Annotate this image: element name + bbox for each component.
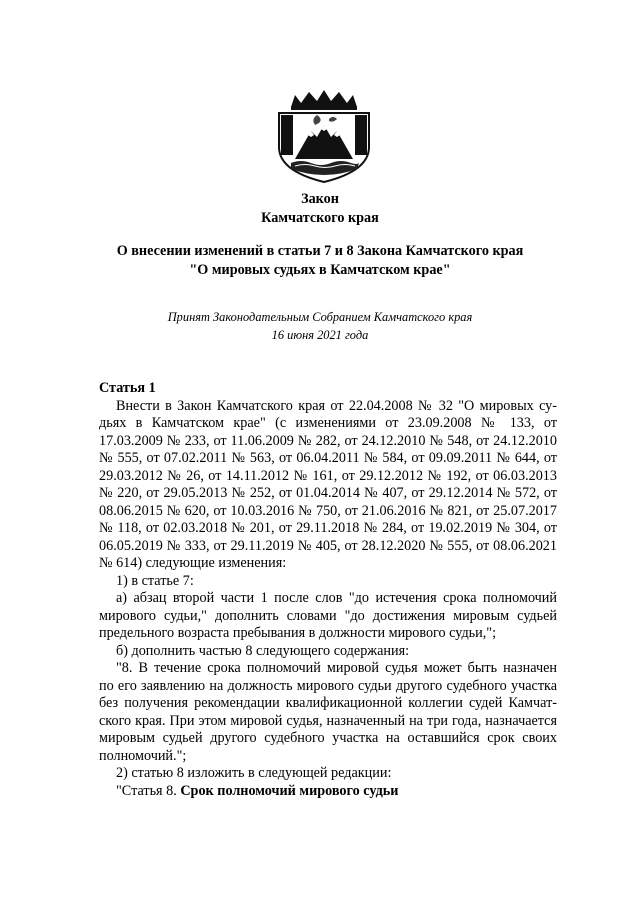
text-line: мирового судьи," дополнить словами "до достижения мировым судьей xyxy=(99,607,557,624)
text-line: по его заявлению на должность мирового судьи другого судебного участка xyxy=(99,677,557,694)
text-line: 2) статью 8 изложить в следующей редакции: xyxy=(116,765,392,781)
text-line: № 220, от 29.05.2013 № 252, от 01.04.2014 № 407, от 29.12.2014 № 572, от xyxy=(99,485,557,501)
article-8-prefix: "Статья 8. xyxy=(116,782,181,799)
text-line: предельного возраста пребывания в должности мирового судьи,"; xyxy=(99,625,497,641)
text-line: № 614) следующие изменения: xyxy=(99,555,287,571)
text-line: 1) в статье 7: xyxy=(116,572,194,589)
text-line: полномочий."; xyxy=(99,747,187,764)
article-8-title: Срок полномочий мирового судьи xyxy=(180,782,399,799)
text-line: 17.03.2009 № 233, от 11.06.2009 № 282, от 24.12.2010 № 548, от 24.12.2010 xyxy=(99,432,557,449)
text-line: 06.05.2019 № 333, от 29.11.2019 № 405, от 28.12.2020 № 555, от 08.06.2021 xyxy=(99,537,557,554)
article-heading: Статья 1 xyxy=(99,380,156,396)
adoption-note: Принят Законодательным Собранием Камчатского края xyxy=(167,310,473,324)
law-title: Закон xyxy=(301,191,339,207)
text-line: б) дополнить частью 8 следующего содержания: xyxy=(116,642,410,659)
law-subject-line-1: О внесении изменений в статьи 7 и 8 Закона Камчатского края xyxy=(116,243,524,259)
law-title-region: Камчатского края xyxy=(261,210,379,226)
adoption-date: 16 июня 2021 года xyxy=(271,328,369,342)
text-line: "8. В течение срока полномочий мировой судья может быть назначен xyxy=(116,660,557,676)
text-line: а) абзац второй части 1 после слов "до истечения срока полномочий xyxy=(116,590,557,606)
text-line: 08.06.2015 № 620, от 10.03.2016 № 750, от 21.06.2016 № 821, от 25.07.2017 xyxy=(99,502,557,519)
text-line: № 118, от 02.03.2018 № 201, от 29.11.2018 № 284, от 19.02.2019 № 304, от xyxy=(99,520,557,536)
text-line: Внести в Закон Камчатского края от 22.04.2008 № 32 "О мировых су- xyxy=(116,397,557,414)
text-line: без получения рекомендации квалификационной коллегии судей Камчат- xyxy=(99,695,557,711)
text-line: 29.03.2012 № 26, от 14.11.2012 № 161, от 29.12.2012 № 192, от 06.03.2013 xyxy=(99,467,557,484)
text-line: ского края. При этом мировой судья, назначенный на три года, назначается xyxy=(99,712,557,729)
text-line: дьях в Камчатском крае" (с изменениями от 23.09.2008 № 133, от xyxy=(99,415,557,431)
article-8-heading-line xyxy=(116,783,557,801)
law-subject-line-2: "О мировых судьях в Камчатском крае" xyxy=(189,262,451,278)
text-line: № 555, от 07.02.2011 № 563, от 06.04.2011 № 584, от 09.09.2011 № 644, от xyxy=(99,450,557,466)
coat-of-arms-emblem xyxy=(271,89,377,183)
coat-of-arms-icon xyxy=(271,89,377,183)
text-line: мировым судьей другого судебного участка на оставшийся срок своих xyxy=(99,730,557,746)
